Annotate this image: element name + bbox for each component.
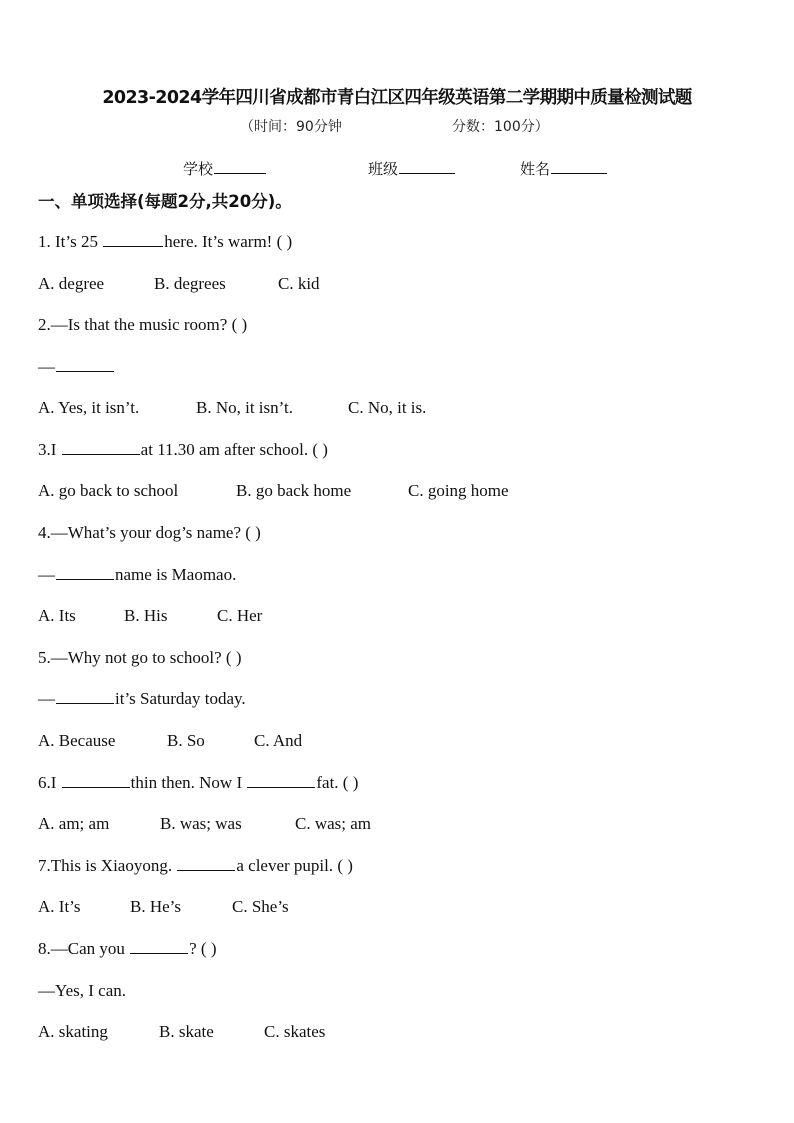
q7-option-b: B. He’s <box>130 897 181 916</box>
q3-text-pre: 3.I <box>38 440 61 459</box>
school-blank <box>214 172 266 174</box>
q6-options <box>38 814 371 834</box>
q8-option-a: A. skating <box>38 1022 108 1041</box>
school-field <box>183 158 267 179</box>
q6-blank-2 <box>247 786 315 788</box>
q4-blank <box>56 578 114 580</box>
q5-option-a: A. Because <box>38 731 116 750</box>
question-4: 4.—What’s your dog’s name? ( ) <box>38 523 261 542</box>
name-label: 姓名 <box>520 160 551 178</box>
q8-option-c: C. skates <box>264 1022 326 1041</box>
question-5: 5.—Why not go to school? ( ) <box>38 648 242 667</box>
q6-option-a: A. am; am <box>38 814 110 833</box>
q2-answer-line <box>38 357 115 377</box>
q2-option-b: B. No, it isn’t. <box>196 398 293 417</box>
class-label: 班级 <box>368 160 399 178</box>
q6-text-pre: 6.I <box>38 773 61 792</box>
q8-text-post: ? ( ) <box>189 939 217 958</box>
q1-text-pre: 1. It’s 25 <box>38 232 103 251</box>
q2-option-c: C. No, it is. <box>348 398 427 417</box>
q5-answer-text: it’s Saturday today. <box>115 689 246 708</box>
q5-option-b: B. So <box>167 731 205 750</box>
q7-options <box>38 897 289 917</box>
class-field <box>368 158 456 179</box>
q1-blank <box>103 245 163 247</box>
q7-option-a: A. It’s <box>38 897 81 916</box>
q8-blank <box>130 952 188 954</box>
q4-options <box>38 606 262 626</box>
q1-option-a: A. degree <box>38 274 105 293</box>
q6-text-mid: thin then. Now I <box>130 773 247 792</box>
q3-option-b: B. go back home <box>236 481 352 500</box>
school-label: 学校 <box>183 160 214 178</box>
question-1 <box>38 232 292 252</box>
q4-dash: — <box>38 565 55 584</box>
q2-options <box>38 398 426 418</box>
q5-option-c: C. And <box>254 731 303 750</box>
q3-text-post: at 11.30 am after school. ( ) <box>140 440 328 459</box>
q2-dash: — <box>38 357 55 376</box>
exam-time: （时间：90分钟 <box>240 119 342 135</box>
exam-score: 分数：100分） <box>452 119 549 135</box>
q4-option-b: B. His <box>124 606 168 625</box>
q5-blank <box>56 702 114 704</box>
q8-text-pre: 8.—Can you <box>38 939 130 958</box>
question-2: 2.—Is that the music room? ( ) <box>38 315 248 334</box>
q6-option-c: C. was; am <box>295 814 372 833</box>
q4-answer-line <box>38 565 236 585</box>
q5-options <box>38 731 302 751</box>
name-blank <box>551 172 607 174</box>
q1-text-post: here. It’s warm! ( ) <box>164 232 293 251</box>
q7-blank <box>177 869 235 871</box>
q8-option-b: B. skate <box>159 1022 214 1041</box>
q3-options <box>38 481 509 501</box>
q1-option-c: C. kid <box>278 274 320 293</box>
class-blank <box>399 172 455 174</box>
name-field <box>520 158 608 179</box>
q3-option-c: C. going home <box>408 481 509 500</box>
q4-answer-text: name is Maomao. <box>115 565 237 584</box>
q1-option-b: B. degrees <box>154 274 226 293</box>
q6-blank-1 <box>62 786 130 788</box>
question-6 <box>38 773 358 793</box>
q7-text-pre: 7.This is Xiaoyong. <box>38 856 177 875</box>
question-7 <box>38 856 353 876</box>
q8-options <box>38 1022 325 1042</box>
q5-answer-line <box>38 689 246 709</box>
q4-option-c: C. Her <box>217 606 263 625</box>
q3-blank <box>62 453 140 455</box>
exam-title: 2023-2024学年四川省成都市青白江区四年级英语第二学期期中质量检测试题 <box>102 88 692 108</box>
q2-blank <box>56 370 114 372</box>
q5-dash: — <box>38 689 55 708</box>
q3-option-a: A. go back to school <box>38 481 179 500</box>
q4-option-a: A. Its <box>38 606 76 625</box>
q1-options <box>38 274 320 294</box>
q6-text-post: fat. ( ) <box>316 773 359 792</box>
section-heading: 一、单项选择(每题2分,共20分)。 <box>38 192 292 211</box>
q8-answer: —Yes, I can. <box>38 981 126 1000</box>
question-3 <box>38 440 328 460</box>
q6-option-b: B. was; was <box>160 814 242 833</box>
q7-option-c: C. She’s <box>232 897 289 916</box>
q7-text-post: a clever pupil. ( ) <box>236 856 353 875</box>
question-8 <box>38 939 217 959</box>
q2-option-a: A. Yes, it isn’t. <box>38 398 140 417</box>
